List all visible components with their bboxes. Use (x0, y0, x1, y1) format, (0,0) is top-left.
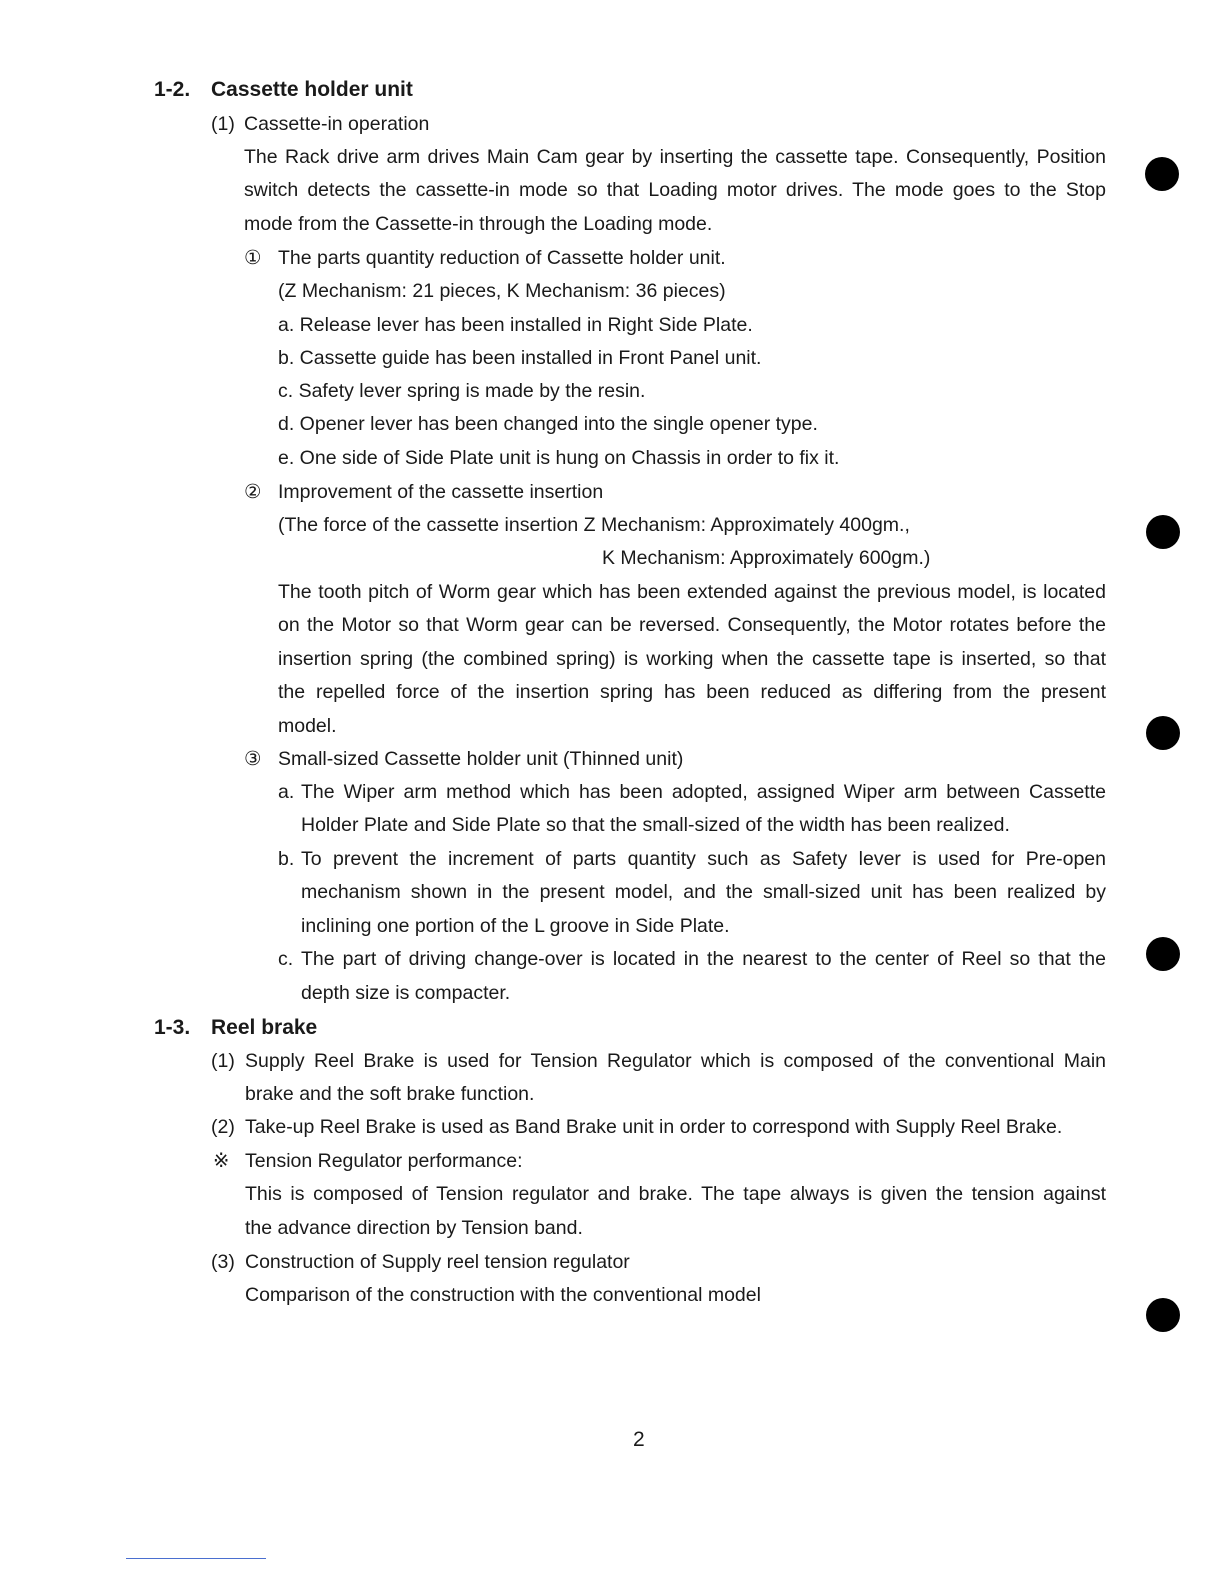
paragraph-line: Comparison of the construction with the conventional model (245, 1284, 761, 1306)
paragraph-line: The Rack drive arm drives Main Cam gear by inserting the cassette tape. Consequently, Position (244, 146, 1106, 168)
scan-edge-line (126, 1558, 266, 1559)
section-title: Reel brake (211, 1016, 318, 1039)
subitem-title: Improvement of the cassette insertion (278, 481, 604, 503)
binder-hole (1146, 1298, 1180, 1332)
item-title: Cassette-in operation (244, 113, 430, 135)
binder-hole (1146, 716, 1180, 750)
item-title: Construction of Supply reel tension regulator (245, 1251, 630, 1273)
paragraph-line: inclining one portion of the L groove in Side Plate. (301, 915, 730, 937)
page-number: 2 (633, 1428, 645, 1451)
paragraph-line: Supply Reel Brake is used for Tension Regulator which is composed of the conventional Main (245, 1050, 1106, 1072)
section-number: 1-2. (154, 78, 191, 101)
paragraph-line: the advance direction by Tension band. (245, 1217, 583, 1239)
item-label: (2) (211, 1116, 235, 1138)
paragraph-line: switch detects the cassette-in mode so that Loading motor drives. The mode goes to the Stop (244, 179, 1106, 201)
paragraph-line: This is composed of Tension regulator and brake. The tape always is given the tension against (245, 1183, 1106, 1205)
paragraph-line: model. (278, 715, 337, 737)
list-item: b. Cassette guide has been installed in Front Panel unit. (278, 347, 762, 369)
paragraph-line: brake and the soft brake function. (245, 1083, 535, 1105)
force-line: K Mechanism: Approximately 600gm.) (602, 547, 931, 569)
binder-hole (1146, 515, 1180, 549)
note-title: Tension Regulator performance: (245, 1150, 523, 1172)
subitem-note: (Z Mechanism: 21 pieces, K Mechanism: 36 pieces) (278, 280, 726, 302)
circled-three-marker: ③ (244, 748, 262, 770)
item-label: (1) (211, 1050, 235, 1072)
paragraph-line: insertion spring (the combined spring) is working when the cassette tape is inserted, so that (278, 648, 1106, 670)
force-line: (The force of the cassette insertion Z Mechanism: Approximately 400gm., (278, 514, 910, 536)
paragraph-line: The tooth pitch of Worm gear which has been extended against the previous model, is located (278, 581, 1106, 603)
paragraph-line: on the Motor so that Worm gear can be reversed. Consequently, the Motor rotates before the (278, 614, 1106, 636)
paragraph-line: mechanism shown in the present model, and the small-sized unit has been realized by (301, 881, 1106, 903)
binder-hole (1146, 937, 1180, 971)
point-label: b. (278, 848, 295, 870)
paragraph-line: Take-up Reel Brake is used as Band Brake unit in order to correspond with Supply Reel Brake. (245, 1116, 1063, 1138)
paragraph-line: The part of driving change-over is located in the nearest to the center of Reel so that the (301, 948, 1106, 970)
reference-mark: ※ (213, 1150, 230, 1172)
binder-hole (1145, 157, 1179, 191)
circled-two-marker: ② (244, 481, 262, 503)
subitem-title: The parts quantity reduction of Cassette holder unit. (278, 247, 726, 269)
section-number: 1-3. (154, 1016, 191, 1039)
point-label: a. (278, 781, 295, 803)
item-label: (3) (211, 1251, 235, 1273)
paragraph-line: the repelled force of the insertion spring has been reduced as differing from the present (278, 681, 1106, 703)
list-item: e. One side of Side Plate unit is hung on Chassis in order to fix it. (278, 447, 840, 469)
subitem-title: Small-sized Cassette holder unit (Thinned unit) (278, 748, 684, 770)
item-label: (1) (211, 113, 235, 135)
paragraph-line: mode from the Cassette-in through the Loading mode. (244, 213, 713, 235)
list-item: d. Opener lever has been changed into the single opener type. (278, 413, 818, 435)
section-title: Cassette holder unit (211, 78, 413, 101)
paragraph-line: Holder Plate and Side Plate so that the small-sized of the width has been realized. (301, 814, 1010, 836)
paragraph-line: To prevent the increment of parts quantity such as Safety lever is used for Pre-open (301, 848, 1106, 870)
list-item: a. Release lever has been installed in Right Side Plate. (278, 314, 753, 336)
list-item: c. Safety lever spring is made by the resin. (278, 380, 646, 402)
point-label: c. (278, 948, 294, 970)
paragraph-line: The Wiper arm method which has been adopted, assigned Wiper arm between Cassette (301, 781, 1106, 803)
paragraph-line: depth size is compacter. (301, 982, 511, 1004)
circled-one-marker: ① (244, 247, 262, 269)
